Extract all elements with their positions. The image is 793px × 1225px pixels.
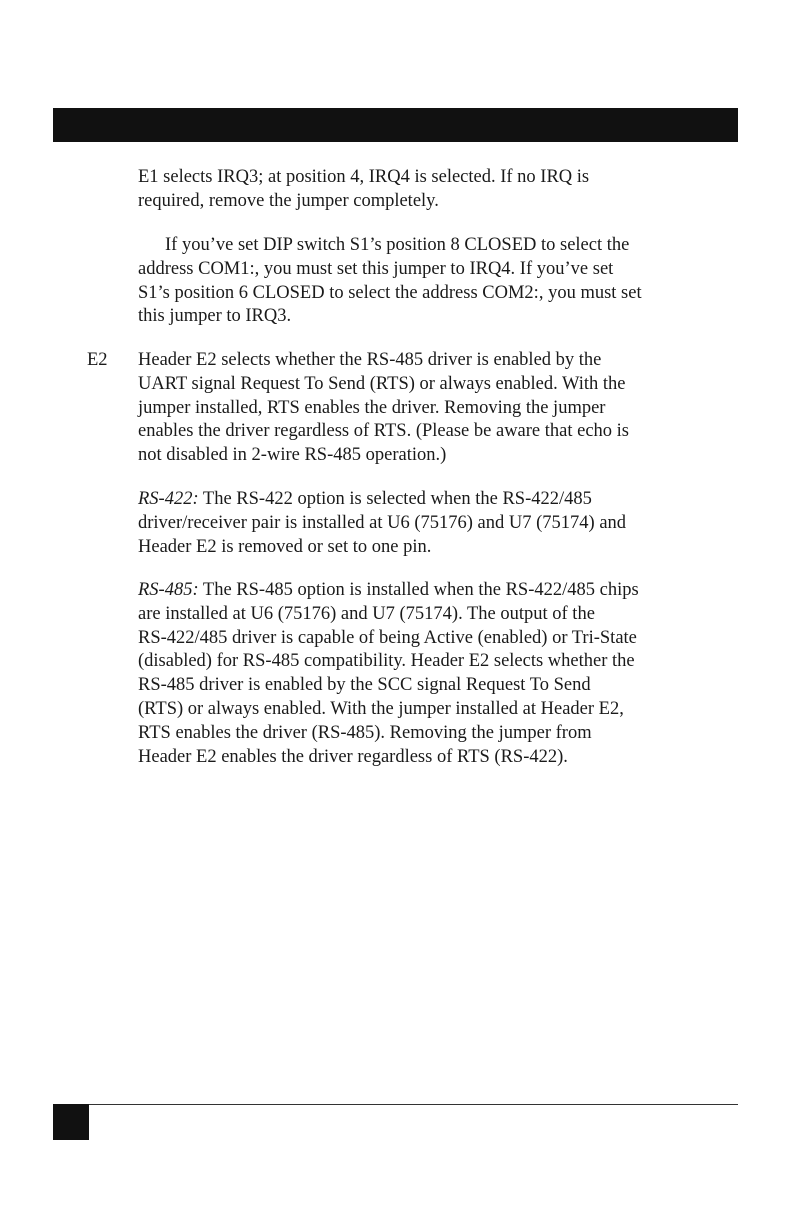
text-line: If you’ve set DIP switch S1’s position 8 CLOSED to select the (165, 235, 630, 255)
text-line: RTS enables the driver (RS-485). Removing the jumper from (138, 722, 592, 743)
text-line: are installed at U6 (75176) and U7 (75174). The output of the (138, 603, 595, 624)
text-line: (disabled) for RS-485 compatibility. Header E2 selects whether the (138, 651, 635, 672)
rs422-lead: RS-422: (138, 489, 199, 509)
text-line: address COM1:, you must set this jumper to IRQ4. If you’ve set (138, 258, 614, 279)
paragraph-rs485 (138, 579, 738, 769)
text-line: enables the driver regardless of RTS. (Please be aware that echo is (138, 421, 630, 442)
footer-rule (53, 1104, 738, 1105)
text-line: S1’s position 6 CLOSED to select the address COM2:, you must set (138, 282, 642, 303)
text-line: required, remove the jumper completely. (138, 190, 439, 211)
text-line: driver/receiver pair is installed at U6 (75176) and U7 (75174) and (138, 512, 627, 533)
text-line: Header E2 enables the driver regardless of RTS (RS-422). (138, 746, 568, 767)
text-line: jumper installed, RTS enables the driver. Removing the jumper (138, 397, 606, 418)
text-line: E1 selects IRQ3; at position 4, IRQ4 is selected. If no IRQ is (138, 167, 590, 187)
e2-label: E2 (87, 350, 108, 370)
text-line: RS-422/485 driver is capable of being Active (enabled) or Tri-State (138, 627, 637, 648)
text-line: UART signal Request To Send (RTS) or always enabled. With the (138, 373, 626, 394)
rs485-lead: RS-485: (138, 580, 199, 600)
text-line: this jumper to IRQ3. (138, 306, 292, 327)
text-segment: The RS-422 option is selected when the RS-422/485 (198, 489, 592, 509)
text-line: Header E2 is removed or set to one pin. (138, 536, 432, 557)
text-line: Header E2 selects whether the RS-485 driver is enabled by the (138, 350, 602, 370)
text-line: RS-485 driver is enabled by the SCC signal Request To Send (138, 675, 591, 696)
paragraph-e2-header (138, 349, 738, 468)
paragraph-rs422 (138, 488, 738, 559)
text-line: not disabled in 2-wire RS-485 operation.) (138, 445, 447, 466)
footer-page-tab (53, 1104, 89, 1140)
text-line (138, 579, 738, 603)
header-bar (53, 108, 738, 142)
text-segment: The RS-485 option is installed when the RS-422/485 chips (198, 580, 639, 600)
paragraph-e1-irq (138, 166, 738, 214)
paragraph-dip-switch (138, 234, 738, 329)
text-line (138, 488, 738, 512)
text-line: (RTS) or always enabled. With the jumper installed at Header E2, (138, 698, 624, 719)
